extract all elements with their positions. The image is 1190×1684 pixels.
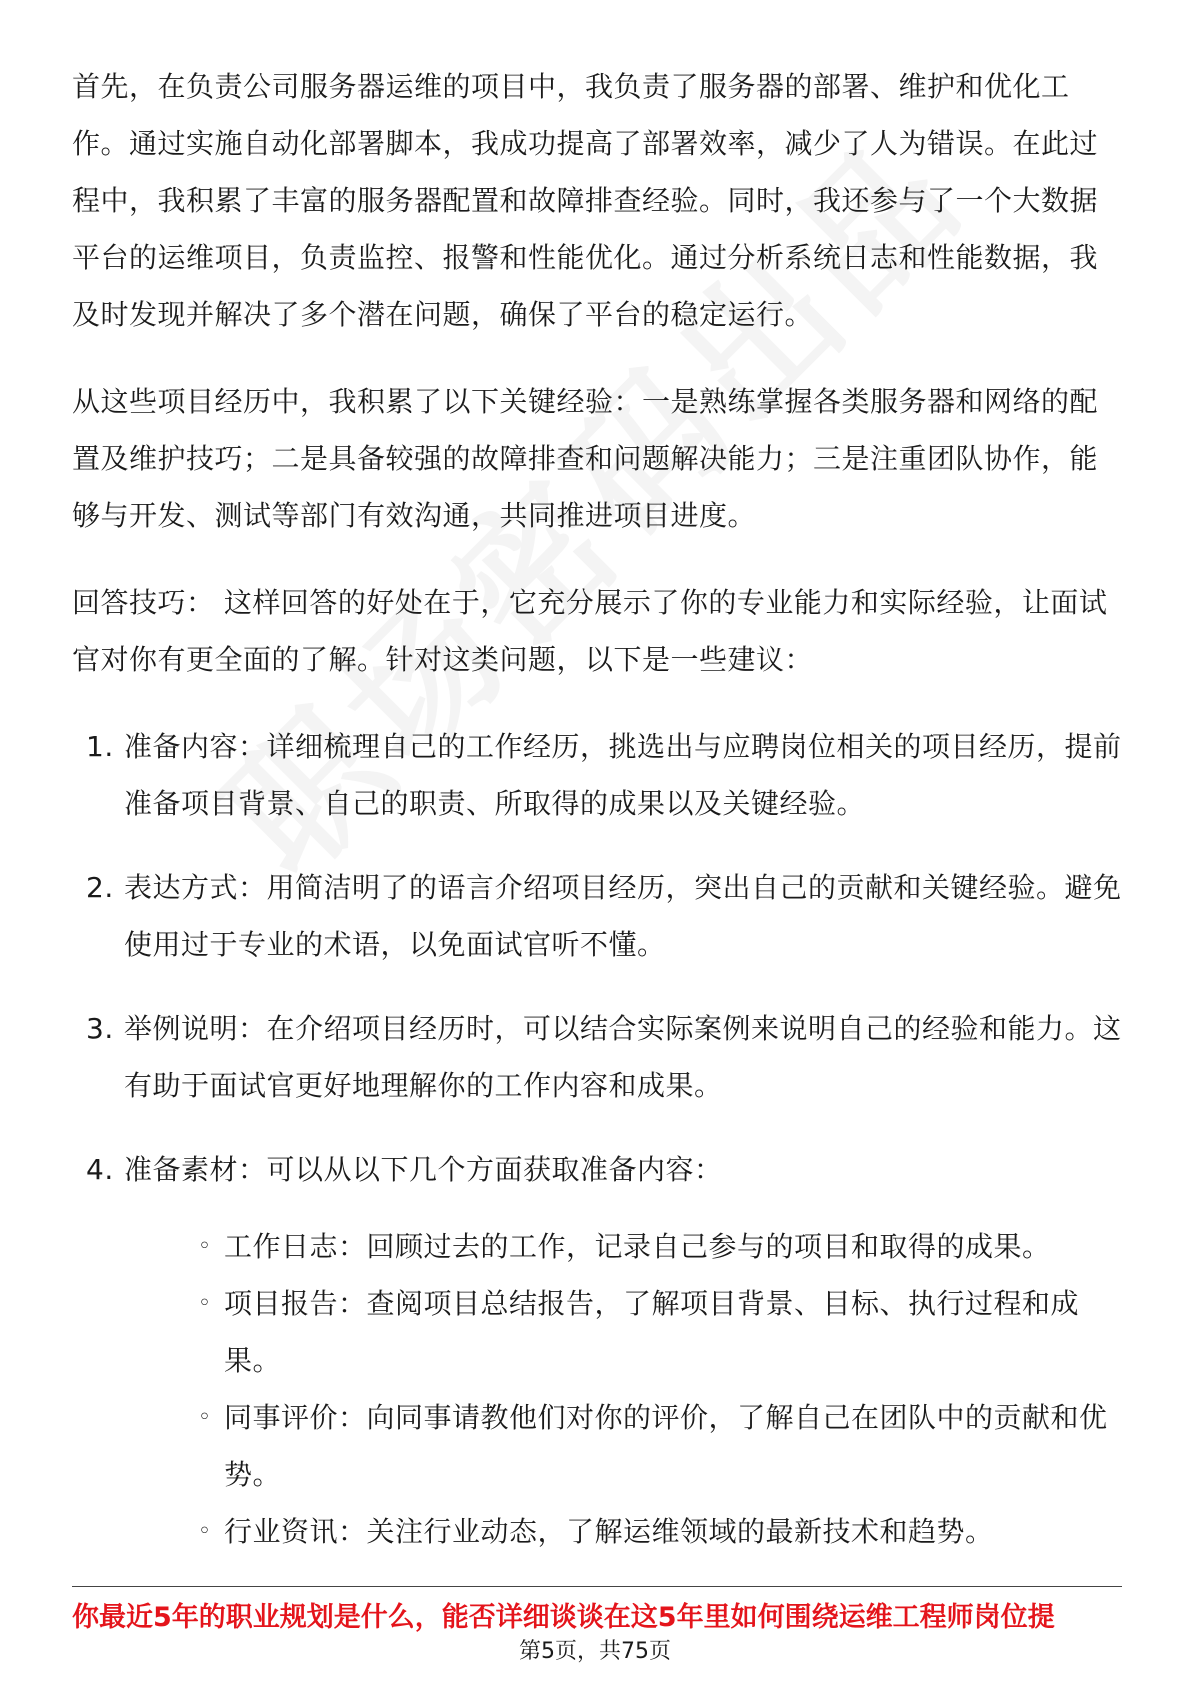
sub-list-item xyxy=(124,1503,1122,1560)
paragraph-experience: 从这些项目经历中，我积累了以下关键经验：一是熟练掌握各类服务器和网络的配置及维护技巧；二是具备较强的故障排查和问题解决能力；三是注重团队协作，能够与开发、测试等部门有效沟通，共同推进项目进度。 xyxy=(72,385,1099,532)
next-question-heading: 你最近5年的职业规划是什么，能否详细谈谈在这5年里如何围绕运维工程师岗位提 xyxy=(72,1602,1055,1633)
bullet-icon: ◦ xyxy=(198,1291,212,1316)
list-number: 3. xyxy=(86,1012,114,1045)
sub-list-item-text: 行业资讯：关注行业动态，了解运维领域的最新技术和趋势。 xyxy=(224,1515,994,1548)
list-item-text: 准备内容：详细梳理自己的工作经历，挑选出与应聘岗位相关的项目经历，提前准备项目背景、自己的职责、所取得的成果以及关键经验。 xyxy=(124,730,1122,820)
sub-list-item xyxy=(124,1218,1122,1275)
sub-list-item-text: 工作日志：回顾过去的工作，记录自己参与的项目和取得的成果。 xyxy=(224,1230,1051,1263)
list-item xyxy=(72,859,1122,973)
paragraph-projects: 首先，在负责公司服务器运维的项目中，我负责了服务器的部署、维护和优化工作。通过实施自动化部署脚本，我成功提高了部署效率，减少了人为错误。在此过程中，我积累了丰富的服务器配置和故障排查经验。同时，我还参与了一个大数据平台的运维项目，负责监控、报警和性能优化。通过分析系统日志和性能数据，我及时发现并解决了多个潜在问题，确保了平台的稳定运行。 xyxy=(72,70,1099,331)
list-item-text: 表达方式：用简洁明了的语言介绍项目经历，突出自己的贡献和关键经验。避免使用过于专业的术语，以免面试官听不懂。 xyxy=(124,871,1122,961)
paragraph-answer-tips: 回答技巧： 这样回答的好处在于，它充分展示了你的专业能力和实际经验，让面试官对你有更全面的了解。针对这类问题，以下是一些建议： xyxy=(72,586,1108,676)
list-item xyxy=(72,718,1122,832)
footer-divider xyxy=(72,1586,1122,1587)
sub-list-item xyxy=(124,1275,1122,1389)
list-item xyxy=(72,1000,1122,1114)
sub-list-item-text: 同事评价：向同事请教他们对你的评价，了解自己在团队中的贡献和优势。 xyxy=(224,1401,1108,1491)
tips-list xyxy=(72,718,1122,1560)
list-item-text: 准备素材：可以从以下几个方面获取准备内容： xyxy=(124,1153,723,1186)
list-item xyxy=(72,1141,1122,1560)
sub-list-item-text: 项目报告：查阅项目总结报告，了解项目背景、目标、执行过程和成果。 xyxy=(224,1287,1080,1377)
list-number: 4. xyxy=(86,1153,114,1186)
sub-list-item xyxy=(124,1389,1122,1503)
page-number: 第5页，共75页 xyxy=(519,1639,671,1664)
sources-list xyxy=(124,1218,1122,1560)
list-number: 1. xyxy=(86,730,114,763)
list-number: 2. xyxy=(86,871,114,904)
bullet-icon: ◦ xyxy=(198,1234,212,1259)
list-item-text: 举例说明：在介绍项目经历时，可以结合实际案例来说明自己的经验和能力。这有助于面试官更好地理解你的工作内容和成果。 xyxy=(124,1012,1122,1102)
bullet-icon: ◦ xyxy=(198,1405,212,1430)
document-body xyxy=(72,58,1122,1587)
bullet-icon: ◦ xyxy=(198,1519,212,1544)
